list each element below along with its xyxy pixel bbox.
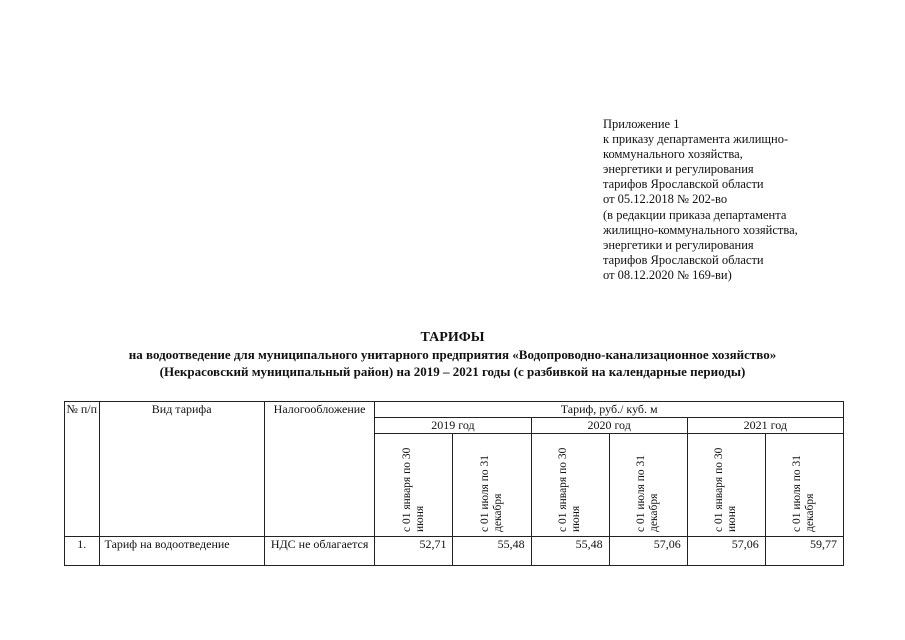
appendix-line: Приложение 1 [603,117,680,131]
appendix-line: от 08.12.2020 № 169-ви) [603,267,732,282]
appendix-line: к приказу департамента жилищно- [603,132,789,147]
header-period [609,434,687,537]
header-year: 2020 год [531,418,687,434]
row-value: 55,48 [453,537,531,566]
appendix-line: жилищно-коммунального хозяйства, [603,222,798,237]
header-period-label: с 01 января по 30 июня [400,447,426,532]
header-period [375,434,453,537]
row-value: 59,77 [765,537,843,566]
appendix-line: энергетики и регулирования [603,237,754,252]
header-period-label: с 01 января по 30 июня [557,447,583,532]
header-no: № п/п [65,402,100,537]
document-title: ТАРИФЫ [420,330,485,345]
row-value: 52,71 [375,537,453,566]
document-subtitle-line: на водоотведение для муниципального унитарного предприятия «Водопроводно-канализационное хозяйство» [128,347,777,362]
header-period [765,434,843,537]
row-value: 55,48 [531,537,609,566]
appendix-line: тарифов Ярославской области [603,252,764,267]
header-tax: Налогообложение [264,402,375,537]
header-period [453,434,531,537]
tariffs-table [64,401,844,566]
document-subtitle-line: (Некрасовский муниципальный район) на 2019 – 2021 годы (с разбивкой на календарные периоды) [159,364,746,379]
header-year: 2021 год [687,418,843,434]
table-header-row [65,402,844,418]
header-period-label: с 01 июля по 31 декабря [791,455,817,532]
header-period-label: с 01 января по 30 июня [713,447,739,532]
header-type: Вид тарифа [99,402,264,537]
appendix-line: энергетики и регулирования [603,162,754,177]
row-value: 57,06 [609,537,687,566]
appendix-line: от 05.12.2018 № 202-во [603,192,728,207]
appendix-line: (в редакции приказа департамента [603,207,787,222]
appendix-block [603,117,798,283]
document-heading [0,329,905,380]
table-row [65,537,844,566]
header-period-label: с 01 июля по 31 декабря [635,455,661,532]
row-type: Тариф на водоотведение [99,537,264,566]
row-value: 57,06 [687,537,765,566]
appendix-line: тарифов Ярославской области [603,177,764,192]
header-year: 2019 год [375,418,531,434]
header-tariff: Тариф, руб./ куб. м [375,402,844,418]
header-period [687,434,765,537]
header-period-label: с 01 июля по 31 декабря [479,455,505,532]
row-no: 1. [65,537,100,566]
header-period [531,434,609,537]
appendix-line: коммунального хозяйства, [603,147,743,162]
row-tax: НДС не облагается [264,537,375,566]
